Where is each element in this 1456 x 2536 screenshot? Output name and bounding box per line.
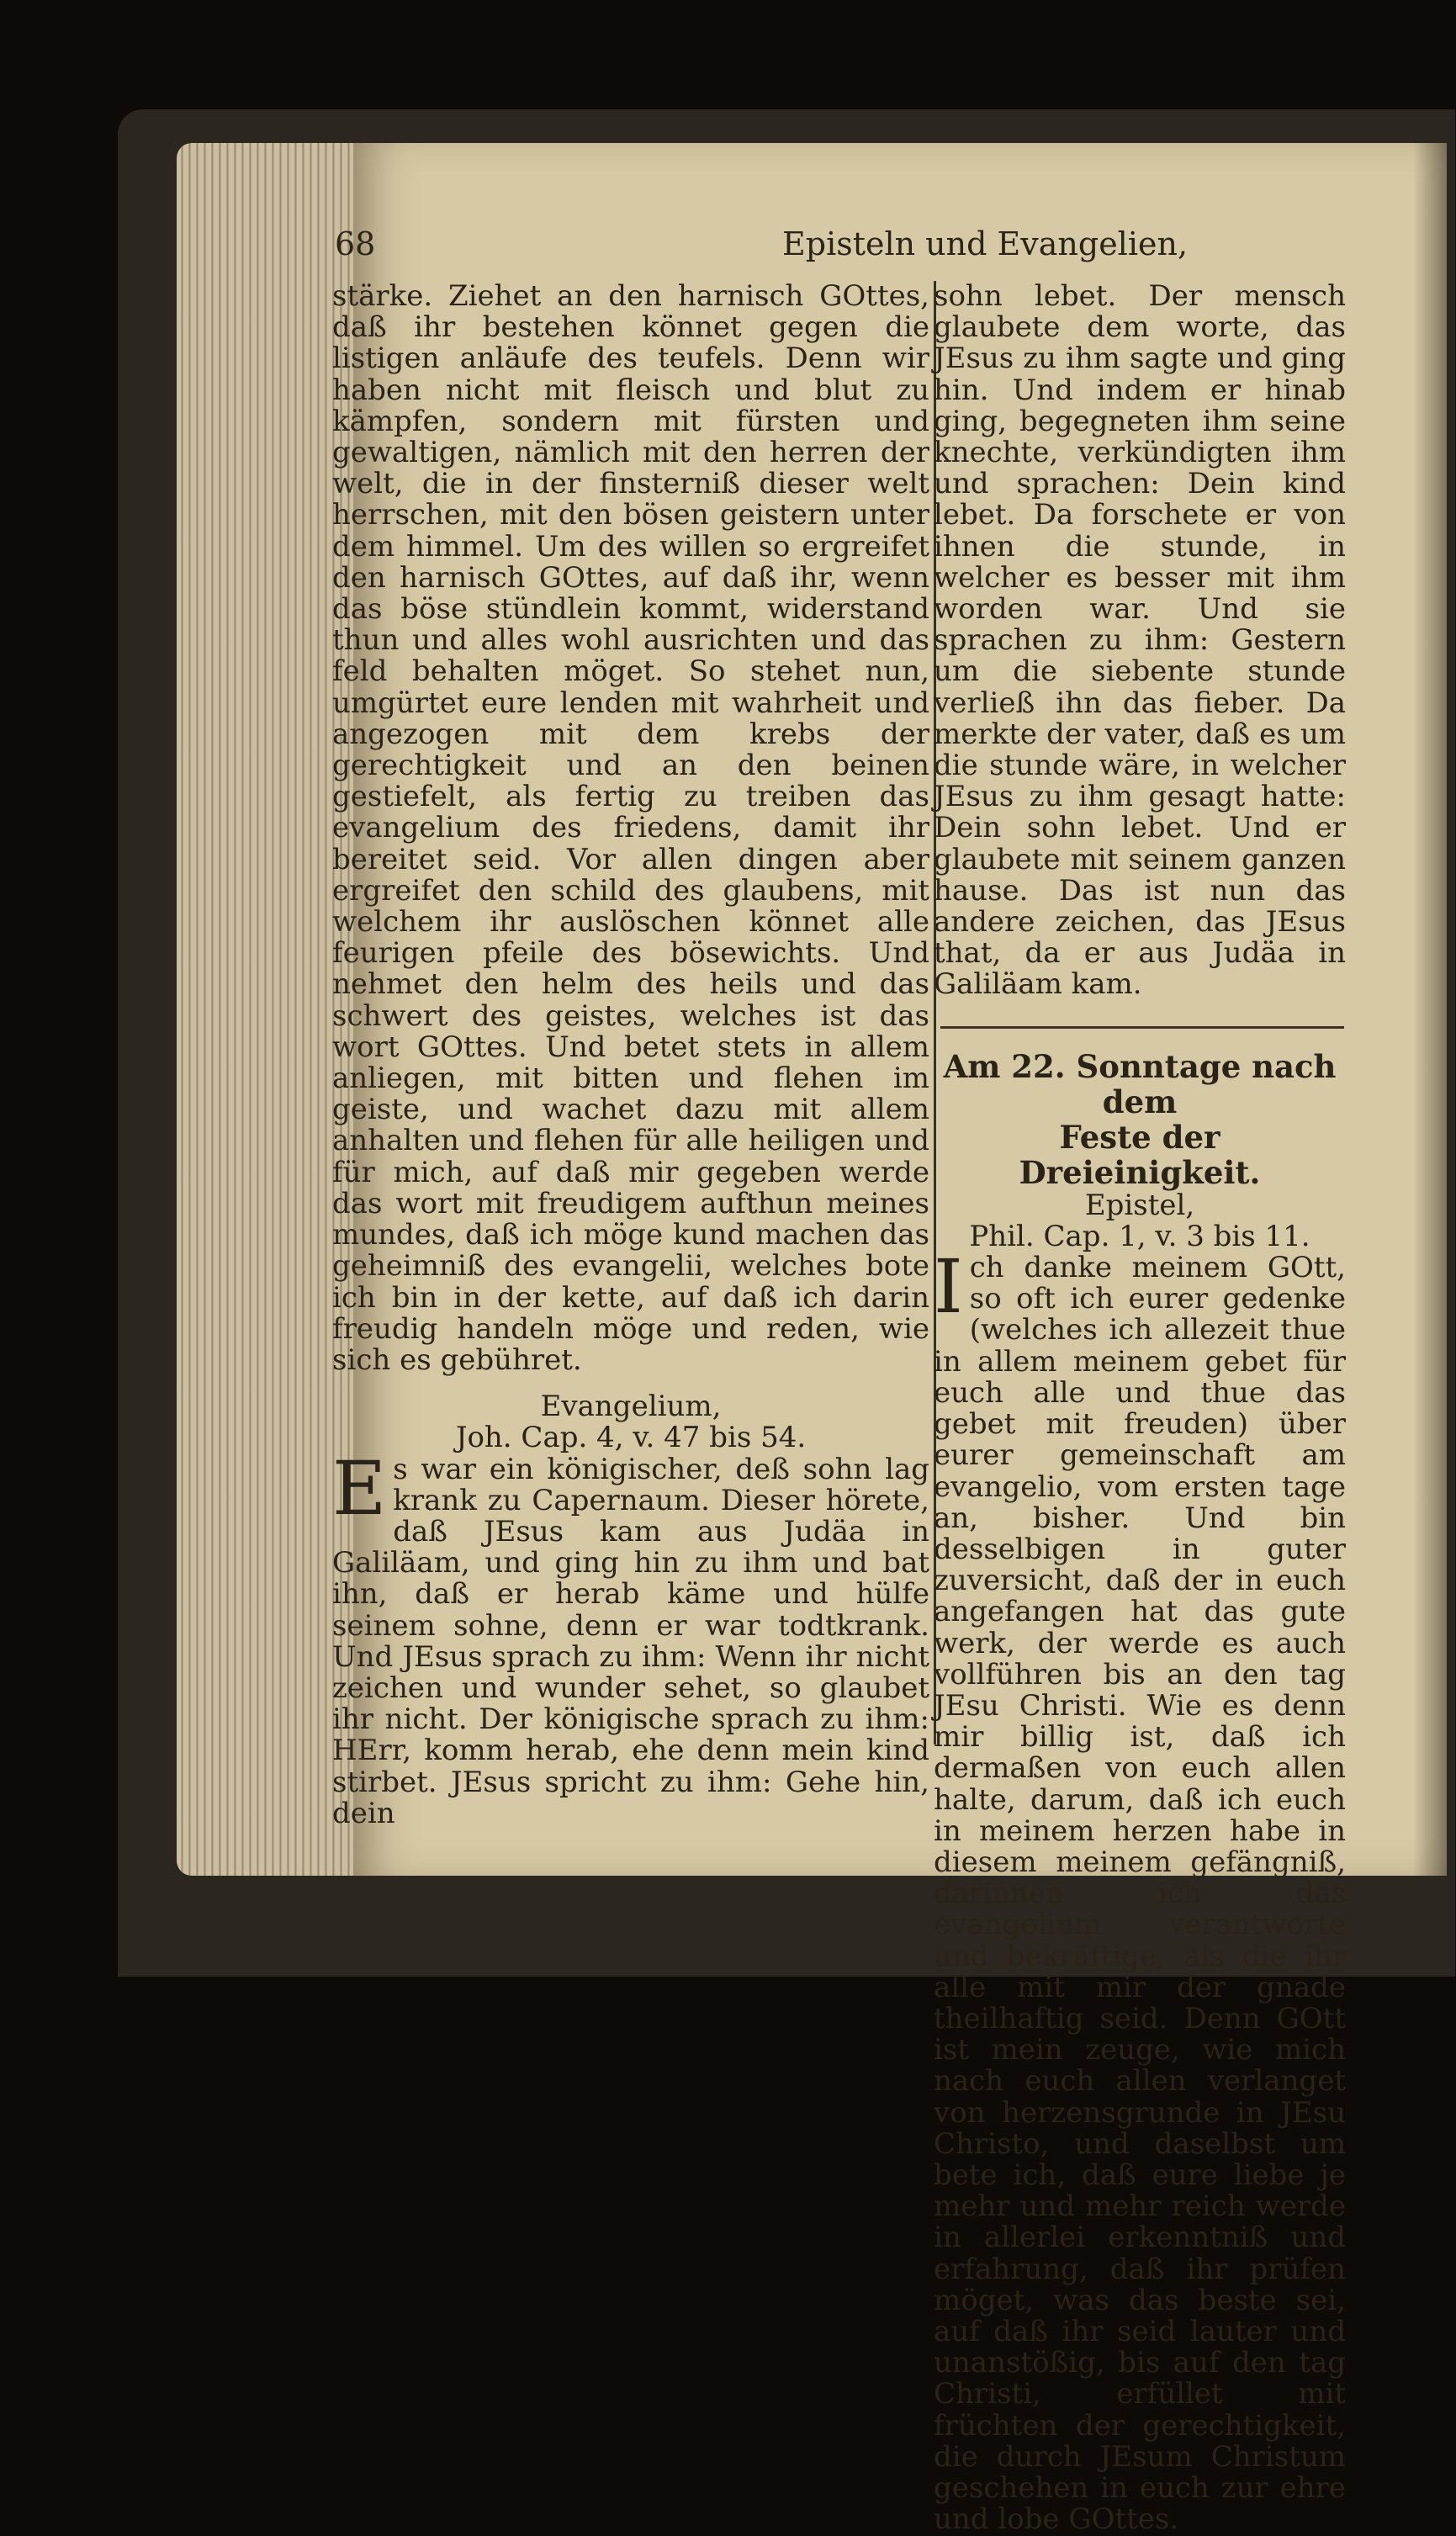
left-column <box>332 281 929 1829</box>
page-number: 68 <box>335 225 376 262</box>
gospel-reference: Joh. Cap. 4, v. 47 bis 54. <box>455 1421 807 1455</box>
right-column <box>934 281 1346 2535</box>
gospel-text: Es war ein königischer, deß sohn lag krank zu Capernaum. Dieser hörete, daß JEsus kam aus Judäa in Galiläam, und ging hin zu ihm und bat ihn, daß er herab käme und hülfe seinem sohne, denn er war todtkrank. Und JEsus sprach zu ihm: Wenn ihr nicht zeichen und wunder sehet, so glaubet ihr nicht. Der königische sprach zu ihm: HErr, komm herab, ehe denn mein kind stirbet. JEsus spricht zu ihm: Gehe hin, dein <box>332 1444 929 1830</box>
sunday-title-line2: Feste der Dreieinigkeit. <box>1019 1118 1261 1191</box>
running-head: Episteln und Evangelien, <box>782 225 1189 262</box>
sunday-title-line1: Am 22. Sonntage nach dem <box>943 1047 1337 1120</box>
gospel-text-continued: sohn lebet. Der mensch glaubete dem worte, das JEsus zu ihm sagte und ging hin. Und indem er hinab ging, begegneten ihm seine knechte, verkündigten ihm und sprachen: Dein kind lebet. Da forschete er von ihnen die stunde, in welcher es besser mit ihm worden war. Und sie sprachen zu ihm: Gestern um die siebente stunde verließ ihn das fieber. Da merkte der vater, daß es um die stunde wäre, in welcher JEsus zu ihm gesagt hatte: Dein sohn lebet. Und er glaubete mit seinem ganzen hause. Das ist nun das andere zeichen, das JEsus that, da er aus Judäa in Galiläam kam. <box>934 279 1346 1002</box>
epistle-heading: Epistel, <box>1084 1188 1195 1222</box>
epistle-text-continued: stärke. Ziehet an den harnisch GOttes, daß ihr bestehen könnet gegen die listigen anläufe des teufels. Denn wir haben nicht mit fleisch und blut zu kämpfen, sondern mit fürsten und gewaltigen, nämlich mit den herren der welt, die in der finsterniß dieser welt herrschen, mit den bösen geistern unter dem himmel. Um des willen so ergreifet den harnisch GOttes, auf daß ihr, wenn das böse stündlein kommt, widerstand thun und alles wohl ausrichten und das feld behalten möget. So stehet nun, umgürtet eure lenden mit wahrheit und angezogen mit dem krebs der gerechtigkeit und an den beinen gestiefelt, als fertig zu treiben das evangelium des friedens, damit ihr bereitet seid. Vor allen dingen aber ergreifet den schild des glaubens, mit welchem ihr auslöschen könnet alle feurigen pfeile des bösewichts. Und nehmet den helm des heils und das schwert des geistes, welches ist das wort GOttes. Und betet stets in allem anliegen, mit bitten und flehen im geiste, und wachet dazu mit allem anhalten und flehen für alle heiligen und für mich, auf daß mir gegeben werde das wort mit freudigem aufthun meines mundes, daß ich möge kund machen das geheimniß des evangelii, welches bote ich bin in der kette, auf daß ich darin freudig handeln möge und reden, wie sich es gebühret. <box>332 279 929 1377</box>
epistle-reference: Phil. Cap. 1, v. 3 bis 11. <box>969 1219 1310 1253</box>
gutter-shadow <box>1413 143 1447 1876</box>
gospel-heading: Evangelium, <box>540 1390 722 1424</box>
page-header <box>335 225 1344 273</box>
epistle-text: Ich danke meinem GOtt, so oft ich eurer gedenke (welches ich allezeit thue in allem meinem gebet für euch alle und thue das gebet mit freuden) über eurer gemeinschaft am evangelio, vom ersten tage an, bisher. Und bin desselbigen in guter zuversicht, daß der in euch angefangen hat das gute werk, der werde es auch vollführen bis an den tag JEsu Christi. Wie es denn mir billig ist, daß ich dermaßen von euch allen halte, darum, daß ich euch in meinem herzen habe in diesem meinem gefängniß, darinnen ich das evangelium verantworte und bekräftige, als die ihr alle mit mir der gnade theilhaftig seid. Denn GOtt ist mein zeuge, wie mich nach euch allen verlanget von herzensgrunde in JEsu Christo, und daselbst um bete ich, daß eure liebe je mehr und mehr reich werde in allerlei erkenntniß und erfahrung, daß ihr prüfen möget, was das beste sei, auf daß ihr seid lauter und unanstößig, bis auf den tag Christi, erfüllet mit früchten der gerechtigkeit, die durch JEsum Christum geschehen in euch zur ehre und lobe GOttes. <box>934 1243 1346 2536</box>
section-divider <box>940 1026 1344 1029</box>
